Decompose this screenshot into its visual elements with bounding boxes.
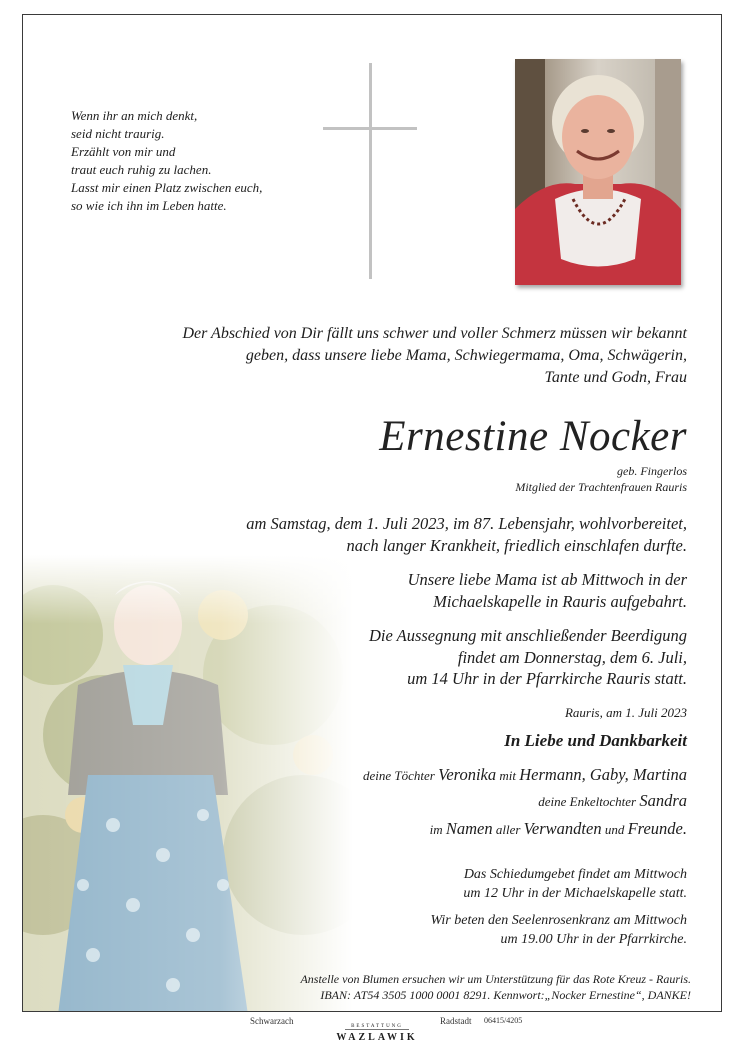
faded-garden-photo <box>23 555 353 1012</box>
intro-line: Der Abschied von Dir fällt uns schwer und voller Schmerz müssen wir bekannt <box>182 325 687 342</box>
prayer-line: Das Schiedumgebet findet am Mittwoch <box>463 867 687 882</box>
intro-line: Tante und Godn, Frau <box>544 369 687 386</box>
footer-location-left: Schwarzach <box>250 1016 294 1026</box>
family-name: Hermann, Gaby, Martina <box>519 765 687 784</box>
funeral-line: um 14 Uhr in der Pfarrkirche Rauris statt. <box>407 669 687 688</box>
poem-line: Lasst mir einen Platz zwischen euch, <box>71 180 263 195</box>
memorial-poem <box>71 107 262 215</box>
deceased-name: Ernestine Nocker <box>379 413 687 460</box>
poem-line: Wenn ihr an mich denkt, <box>71 108 198 123</box>
family-name: Veronika <box>438 765 497 784</box>
funeral-notice <box>369 625 687 690</box>
family-line-relatives <box>430 819 687 839</box>
thanks-heading: In Liebe und Dankbarkeit <box>504 731 687 750</box>
family-line-granddaughter <box>538 791 687 811</box>
funeral-home-logo <box>322 1014 432 1043</box>
garden-illustration <box>23 555 353 1012</box>
family-text: deine Enkeltochter <box>538 794 640 809</box>
cross-horizontal-bar <box>323 127 417 130</box>
funeral-line: Die Aussegnung mit anschließender Beerdigung <box>368 626 687 645</box>
death-line: nach langer Krankheit, friedlich einschlafen durfte. <box>346 535 687 555</box>
portrait-illustration <box>515 59 681 285</box>
family-name: Sandra <box>639 791 687 810</box>
intro-text <box>182 323 687 389</box>
family-name: Verwandten <box>523 819 602 838</box>
logo-subtitle: BESTATTUNG <box>345 1024 409 1030</box>
family-text: mit <box>496 768 520 783</box>
laid-out-line: Unsere liebe Mama ist ab Mittwoch in der <box>407 570 687 589</box>
rosenkranz-notice <box>431 911 687 949</box>
family-text: im <box>429 822 446 837</box>
prayer-line: um 12 Uhr in der Michaelskapelle statt. <box>463 886 687 901</box>
family-name: Freunde. <box>627 819 687 838</box>
obituary-frame <box>22 14 722 1012</box>
laid-out-line: Michaelskapelle in Rauris aufgebahrt. <box>433 591 687 611</box>
cross-vertical-bar <box>369 63 372 279</box>
prayer-line: Wir beten den Seelenrosenkranz am Mittwoch <box>430 913 687 928</box>
family-line-daughters <box>363 765 687 785</box>
family-text: deine Töchter <box>362 768 439 783</box>
logo-name: WAZLAWIK <box>336 1032 418 1043</box>
donation-line: IBAN: AT54 3505 1000 0001 8291. Kennwort:„Nocker Ernestine“, DANKE! <box>320 988 691 1002</box>
maiden-name: geb. Fingerlos <box>617 464 687 478</box>
schiedumgebet-notice <box>463 865 687 903</box>
laid-out-notice <box>408 569 687 612</box>
intro-line: geben, dass unsere liebe Mama, Schwiegermama, Oma, Schwägerin, <box>245 347 687 364</box>
footer-location-right: Radstadt <box>440 1016 472 1026</box>
poem-line: seid nicht traurig. <box>71 126 165 141</box>
place-date: Rauris, am 1. Juli 2023 <box>564 705 687 720</box>
poem-line: Erzählt von mir und <box>71 144 176 159</box>
donation-line: Anstelle von Blumen ersuchen wir um Unterstützung für das Rote Kreuz - Rauris. <box>300 972 691 986</box>
prayer-line: um 19.00 Uhr in der Pfarrkirche. <box>500 932 687 947</box>
poem-line: traut euch ruhig zu lachen. <box>71 162 212 177</box>
membership: Mitglied der Trachtenfrauen Rauris <box>515 480 687 494</box>
family-text: und <box>601 822 628 837</box>
donation-notice <box>300 971 691 1003</box>
death-line: am Samstag, dem 1. Juli 2023, im 87. Lebensjahr, wohlvorbereitet, <box>246 514 687 533</box>
portrait-photo <box>515 59 681 285</box>
family-name: Namen <box>445 819 493 838</box>
funeral-line: findet am Donnerstag, dem 6. Juli, <box>457 647 687 667</box>
death-notice <box>246 513 687 556</box>
footer-phone: 06415/4205 <box>484 1016 523 1025</box>
poem-line: so wie ich ihn im Leben hatte. <box>71 198 227 213</box>
family-text: aller <box>492 822 524 837</box>
